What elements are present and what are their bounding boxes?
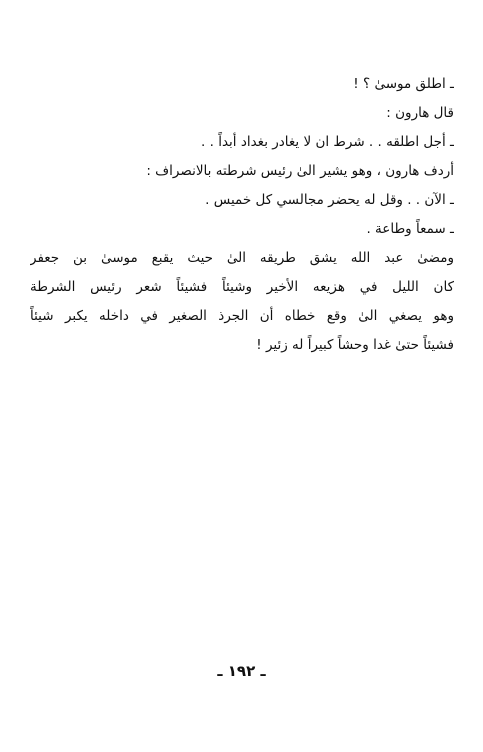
text-line: كان الليل في هزيعه الأخير وشيئاً فشيئاً شعر رئيس الشرطة bbox=[30, 279, 454, 295]
text-line: ـ اطلق موسىٰ ؟ ! bbox=[353, 76, 454, 92]
page-number: ـ ١٩٢ ـ bbox=[217, 662, 266, 680]
text-line: ومضىٰ عبد الله يشق طريقه الىٰ حيث يقبع موسىٰ بن جعفر bbox=[30, 250, 454, 266]
text-line: وهو يصغي الىٰ وقع خطاه أن الجرذ الصغير في داخله يكبر شيئاً bbox=[30, 308, 454, 324]
text-body bbox=[30, 70, 454, 360]
text-line: قال هارون : bbox=[386, 105, 454, 121]
text-line: فشيئاً حتىٰ غدا وحشاً كبيراً له زئير ! bbox=[256, 337, 454, 353]
text-line: ـ الآن . . وقل له يحضر مجالسي كل خميس . bbox=[205, 192, 454, 208]
text-line: ـ سمعاً وطاعة . bbox=[366, 221, 454, 237]
text-line: أردف هارون ، وهو يشير الىٰ رئيس شرطته بالانصراف : bbox=[146, 163, 454, 179]
text-line: ـ أجل اطلقه . . شرط ان لا يغادر بغداد أبداً . . bbox=[201, 134, 454, 150]
